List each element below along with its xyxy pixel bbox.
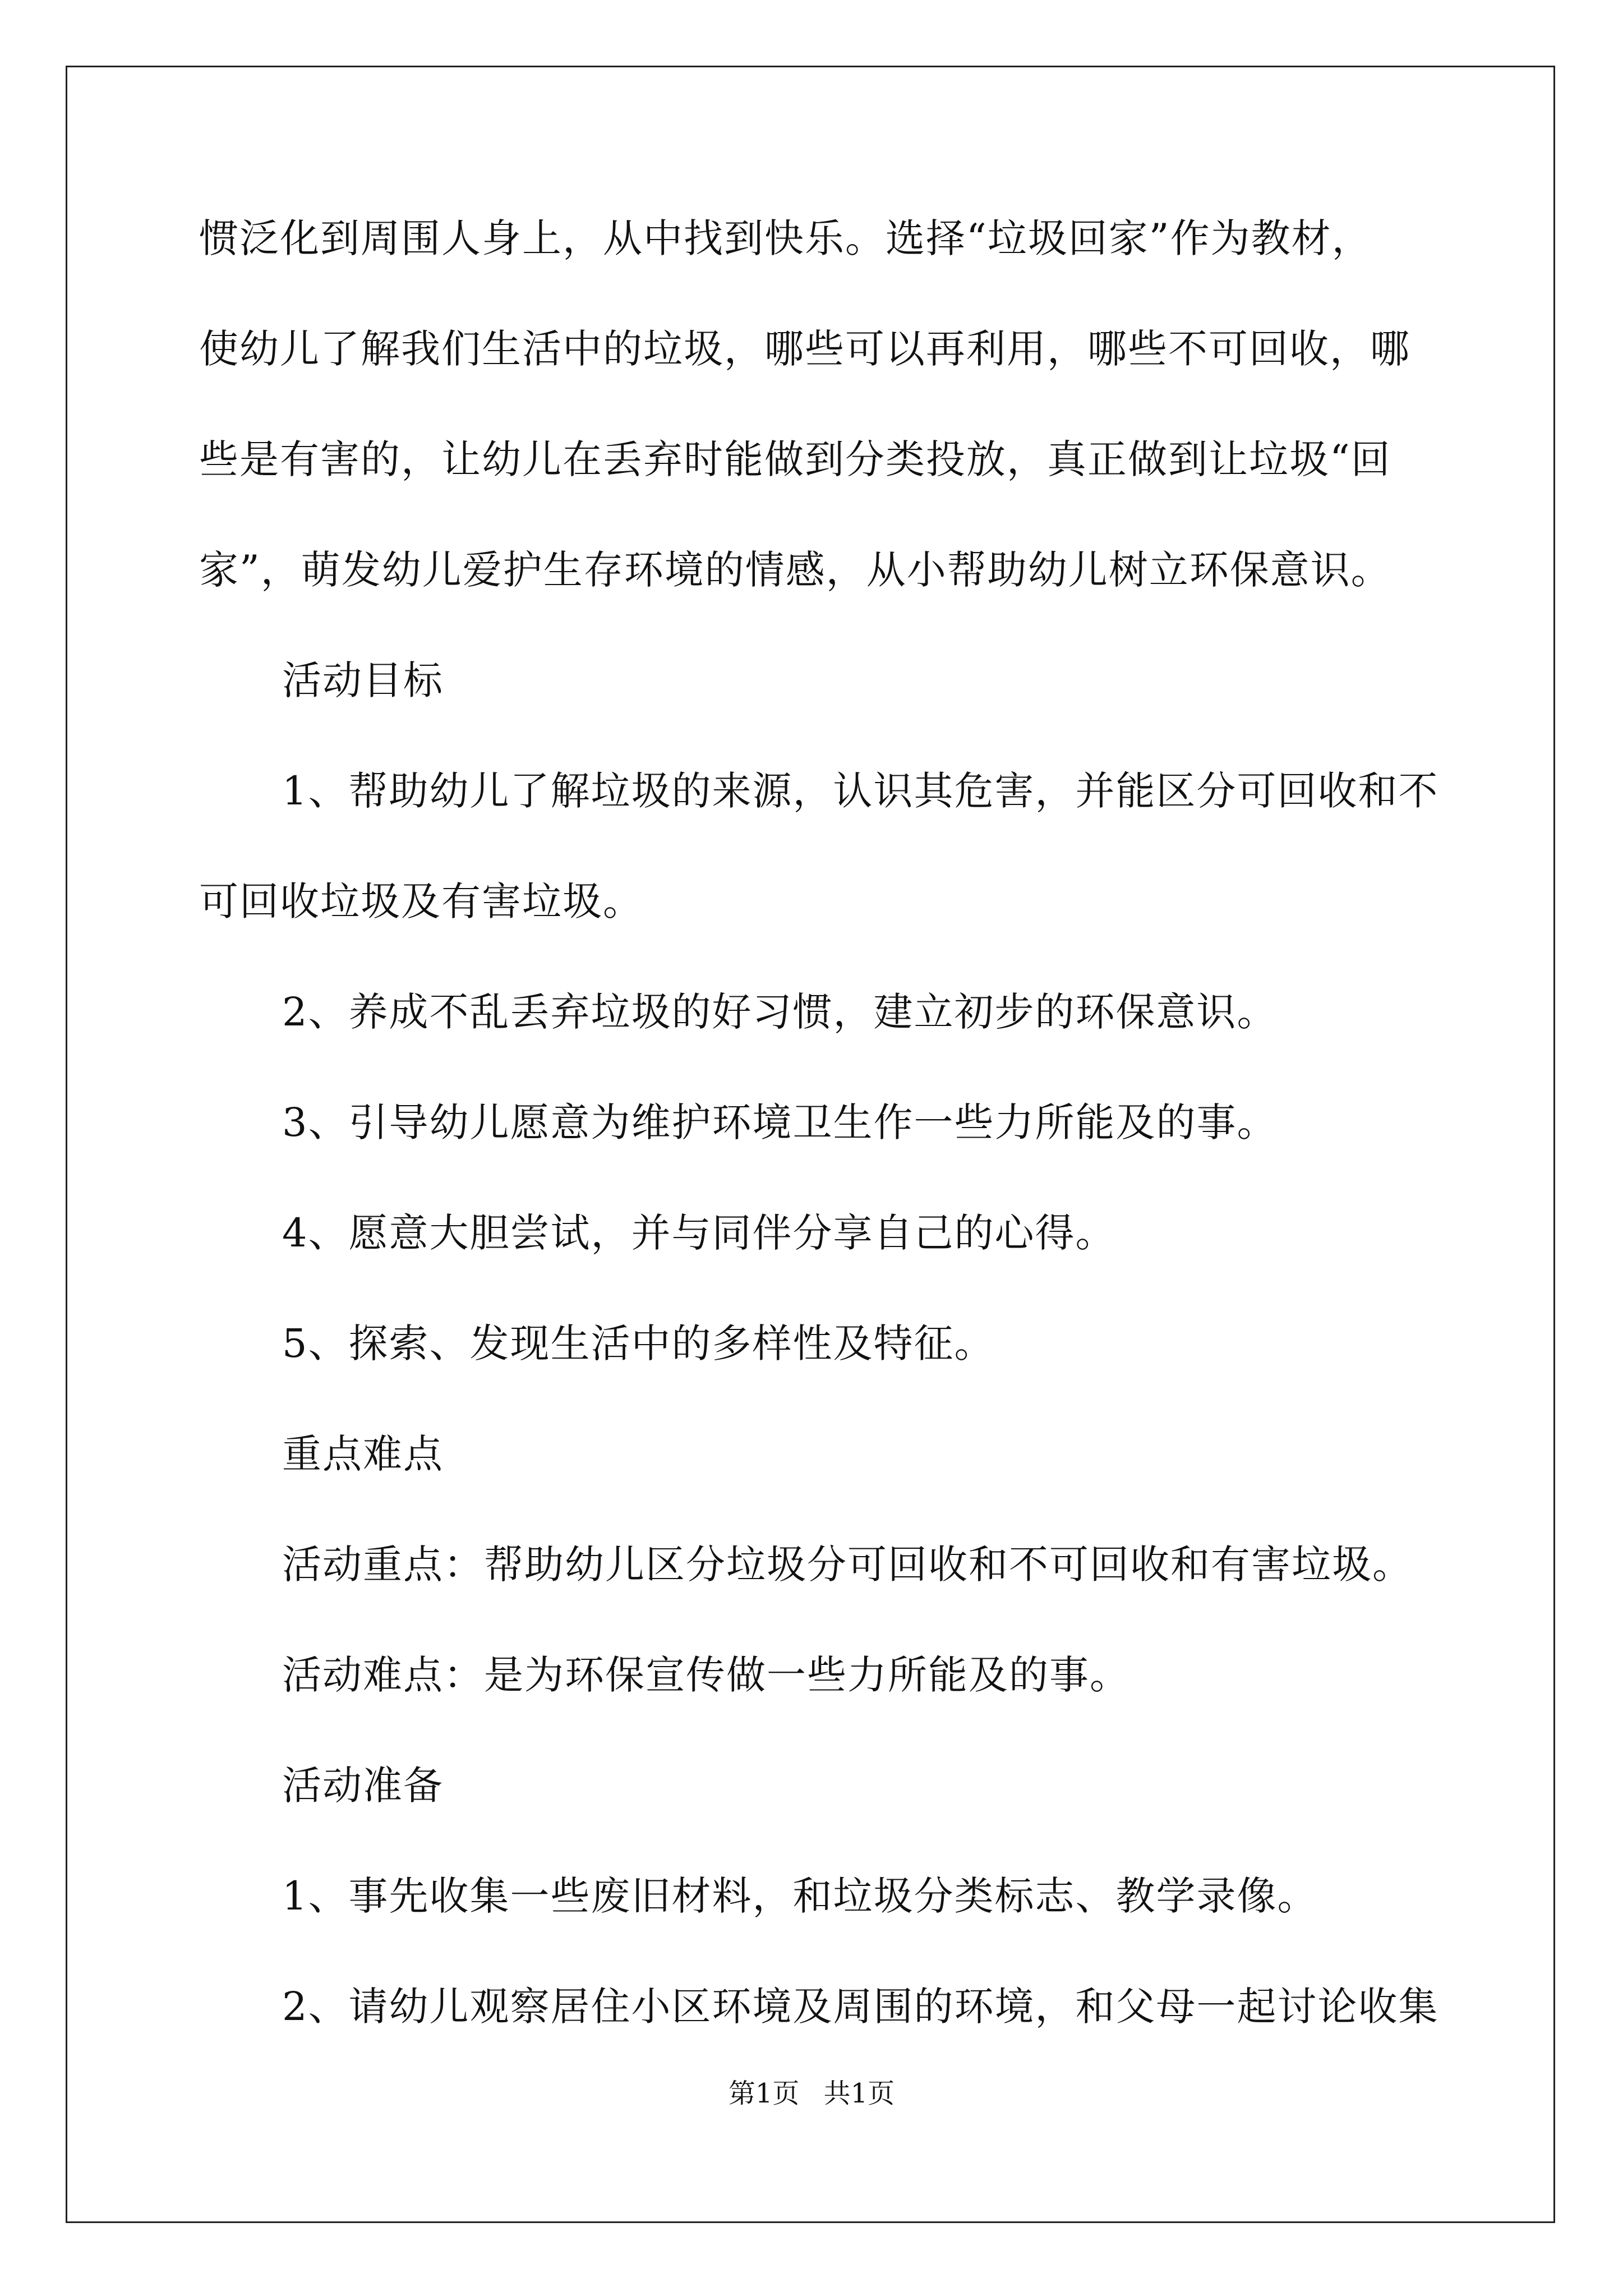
list-item: 5、探索、发现生活中的多样性及特征。 <box>282 1320 995 1366</box>
document-body <box>199 215 1439 2097</box>
paragraph-line: 惯泛化到周围人身上，从中找到快乐。选择“垃圾回家”作为教材， <box>199 215 1372 261</box>
paragraph-line: 些是有害的，让幼儿在丢弃时能做到分类投放，真正做到让垃圾“回 <box>199 436 1391 482</box>
section-heading-activity-goals: 活动目标 <box>282 657 444 703</box>
page-footer <box>0 2080 1623 2107</box>
key-point-line: 活动重点：帮助幼儿区分垃圾分可回收和不可回收和有害垃圾。 <box>282 1542 1413 1588</box>
list-item: 2、请幼儿观察居住小区环境及周围的环境，和父母一起讨论收集 <box>282 1984 1439 2030</box>
page-total: 共1页 <box>823 2078 895 2109</box>
section-heading-preparation: 活动准备 <box>282 1763 444 1809</box>
list-item: 1、事先收集一些废旧材料，和垃圾分类标志、教学录像。 <box>282 1873 1318 1919</box>
section-heading-key-points: 重点难点 <box>282 1431 444 1477</box>
paragraph-line: 使幼儿了解我们生活中的垃圾，哪些可以再利用，哪些不可回收，哪 <box>199 326 1410 372</box>
list-item-continuation: 可回收垃圾及有害垃圾。 <box>199 878 643 924</box>
list-item: 2、养成不乱丢弃垃圾的好习惯，建立初步的环保意识。 <box>282 989 1278 1035</box>
list-item: 4、愿意大胆尝试，并与同伴分享自己的心得。 <box>282 1210 1116 1256</box>
paragraph-line: 家”，萌发幼儿爱护生存环境的情感，从小帮助幼儿树立环保意识。 <box>199 547 1391 593</box>
difficult-point-line: 活动难点：是为环保宣传做一些力所能及的事。 <box>282 1652 1130 1698</box>
list-item: 1、帮助幼儿了解垃圾的来源，认识其危害，并能区分可回收和不 <box>282 768 1439 814</box>
list-item: 3、引导幼儿愿意为维护环境卫生作一些力所能及的事。 <box>282 1099 1278 1145</box>
page-number: 第1页 <box>728 2078 800 2109</box>
